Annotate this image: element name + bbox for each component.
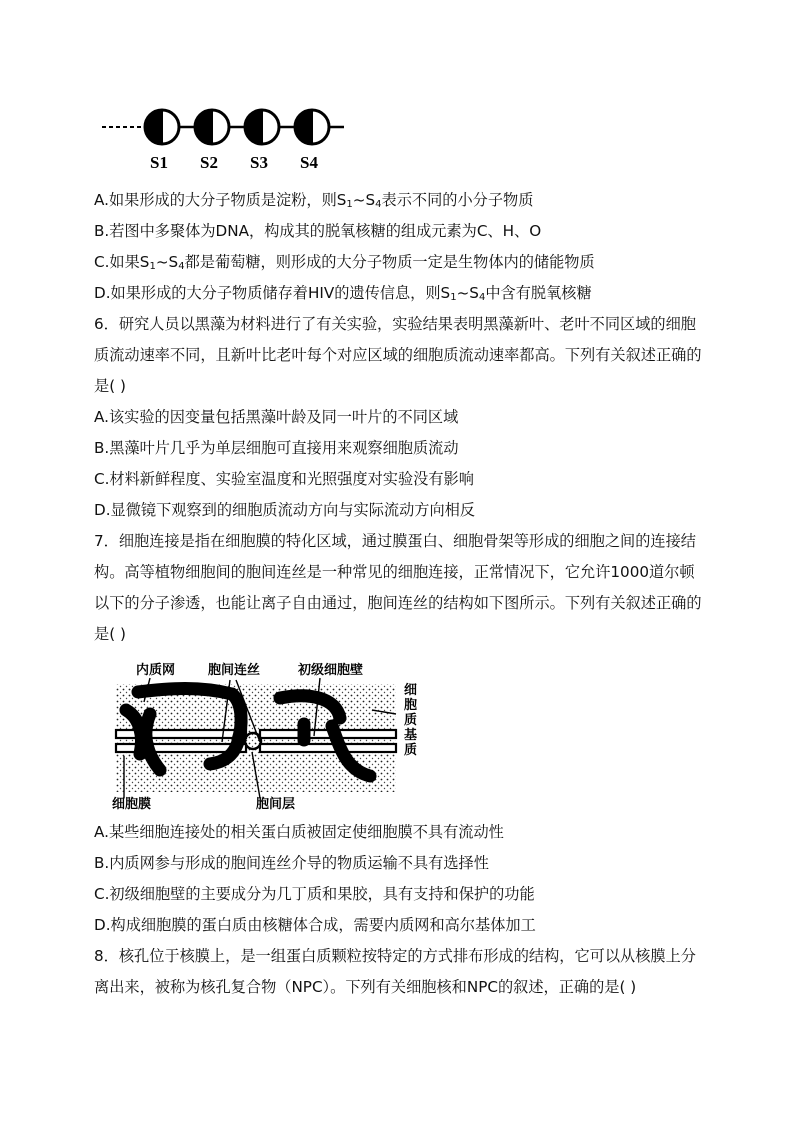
monomer-chain-figure <box>96 100 356 180</box>
monomer-s3 <box>245 110 279 144</box>
monomer-s4 <box>295 110 329 144</box>
label-matrix-2: 胞 <box>404 698 418 713</box>
label-s2: S2 <box>200 153 218 172</box>
label-er: 内质网 <box>136 663 176 678</box>
label-s3: S3 <box>250 153 268 172</box>
monomer-s2 <box>195 110 229 144</box>
label-matrix-1: 细 <box>404 683 418 698</box>
q7-option-b: B.内质网参与形成的胞间连丝介导的物质运输不具有选择性 <box>94 854 489 872</box>
plasmodesma-diagram <box>110 658 430 810</box>
q6-option-b: B.黑藻叶片几乎为单层细胞可直接用来观察细胞质流动 <box>94 439 459 457</box>
q8-stem: 8．核孔位于核膜上，是一组蛋白质颗粒按特定的方式排布形成的结构，它可以从核膜上分离出来，被称为核孔复合物（NPC）。下列有关细胞核和NPC的叙述，正确的是( ) <box>94 947 696 996</box>
q6-option-a: A.该实验的因变量包括黑藻叶龄及同一叶片的不同区域 <box>94 408 459 426</box>
q5-option-d: D.如果形成的大分子物质储存着HIV的遗传信息，则$S_1\sim S_4$中含有脱氧核糖 <box>94 284 592 303</box>
q5-option-c: C.如果$S_1\sim S_4$都是葡萄糖，则形成的大分子物质一定是生物体内的储能物质 <box>94 253 595 272</box>
monomer-s1 <box>145 110 179 144</box>
q6-option-d: D.显微镜下观察到的细胞质流动方向与实际流动方向相反 <box>94 501 476 519</box>
q5-option-a: A.如果形成的大分子物质是淀粉，则$S_1\sim S_4$表示不同的小分子物质 <box>94 191 534 210</box>
label-s1: S1 <box>150 153 168 172</box>
label-matrix-5: 质 <box>404 743 418 758</box>
label-matrix-3: 质 <box>404 713 418 728</box>
label-s4: S4 <box>300 153 318 172</box>
q6-option-c: C.材料新鲜程度、实验室温度和光照强度对实验没有影响 <box>94 470 474 488</box>
label-cell-membrane: 细胞膜 <box>112 797 152 810</box>
label-plasmodesma: 胞间连丝 <box>208 663 261 678</box>
q7-option-a: A.某些细胞连接处的相关蛋白质被固定使细胞膜不具有流动性 <box>94 823 504 841</box>
q7-option-d: D.构成细胞膜的蛋白质由核糖体合成，需要内质网和高尔基体加工 <box>94 916 536 934</box>
q6-stem: 6．研究人员以黑藻为材料进行了有关实验，实验结果表明黑藻新叶、老叶不同区域的细胞质流动速率不同，且新叶比老叶每个对应区域的细胞质流动速率都高。下列有关叙述正确的是( ) <box>94 315 702 395</box>
label-primary-wall: 初级细胞壁 <box>298 663 364 678</box>
label-middle-lamella: 胞间层 <box>256 797 296 810</box>
q7-stem: 7．细胞连接是指在细胞膜的特化区域，通过膜蛋白、细胞骨架等形成的细胞之间的连接结构。高等植物细胞间的胞间连丝是一种常见的细胞连接，正常情况下，它允许1000道尔顿以下的分子渗透，也能让离子自由通过，胞间连丝的结构如下图所示。下列有关叙述正确的是( ) <box>94 532 702 643</box>
q5-option-b: B.若图中多聚体为DNA，构成其的脱氧核糖的组成元素为C、H、O <box>94 222 542 240</box>
q7-option-c: C.初级细胞壁的主要成分为几丁质和果胶，具有支持和保护的功能 <box>94 885 535 903</box>
label-matrix-4: 基 <box>404 728 418 743</box>
